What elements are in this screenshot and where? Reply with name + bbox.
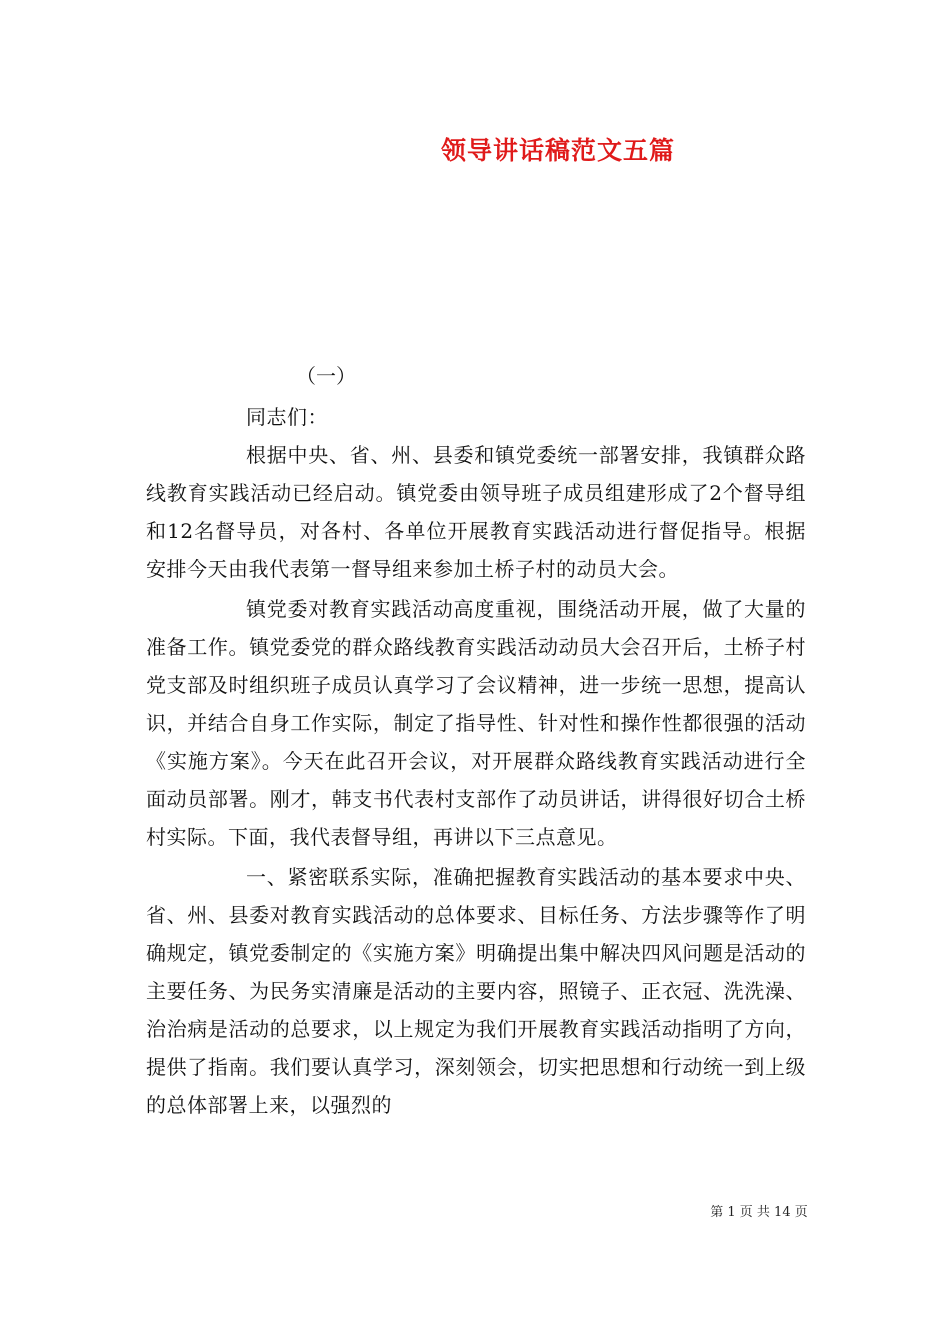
page-number-footer: 第 1 页 共 14 页 <box>710 1205 808 1220</box>
section-marker: （一） <box>296 364 356 388</box>
document-body <box>146 398 806 1124</box>
document-title: 领导讲话稿范文五篇 <box>440 136 675 165</box>
paragraph-2: 镇党委对教育实践活动高度重视，围绕活动开展，做了大量的准备工作。镇党委党的群众路线教育实践活动动员大会召开后，土桥子村党支部及时组织班子成员认真学习了会议精神，进一步统一思想，提高认识，并结合自身工作实际，制定了指导性、针对性和操作性都很强的活动《实施方案》。今天在此召开会议，对开展群众路线教育实践活动进行全面动员部署。刚才，韩支书代表村支部作了动员讲话，讲得很好切合土桥村实际。下面，我代表督导组，再讲以下三点意见。 <box>146 597 806 849</box>
paragraph-3: 一、紧密联系实际，准确把握教育实践活动的基本要求中央、省、州、县委对教育实践活动的总体要求、目标任务、方法步骤等作了明确规定，镇党委制定的《实施方案》明确提出集中解决四风问题是活动的主要任务、为民务实清廉是活动的主要内容，照镜子、正衣冠、洗洗澡、治治病是活动的总要求，以上规定为我们开展教育实践活动指明了方向，提供了指南。我们要认真学习，深刻领会，切实把思想和行动统一到上级的总体部署上来，以强烈的 <box>146 865 806 1117</box>
salutation: 同志们： <box>246 405 328 429</box>
paragraph-1: 根据中央、省、州、县委和镇党委统一部署安排，我镇群众路线教育实践活动已经启动。镇党委由领导班子成员组建形成了2个督导组和12名督导员，对各村、各单位开展教育实践活动进行督促指导。根据安排今天由我代表第一督导组来参加土桥子村的动员大会。 <box>146 443 806 581</box>
